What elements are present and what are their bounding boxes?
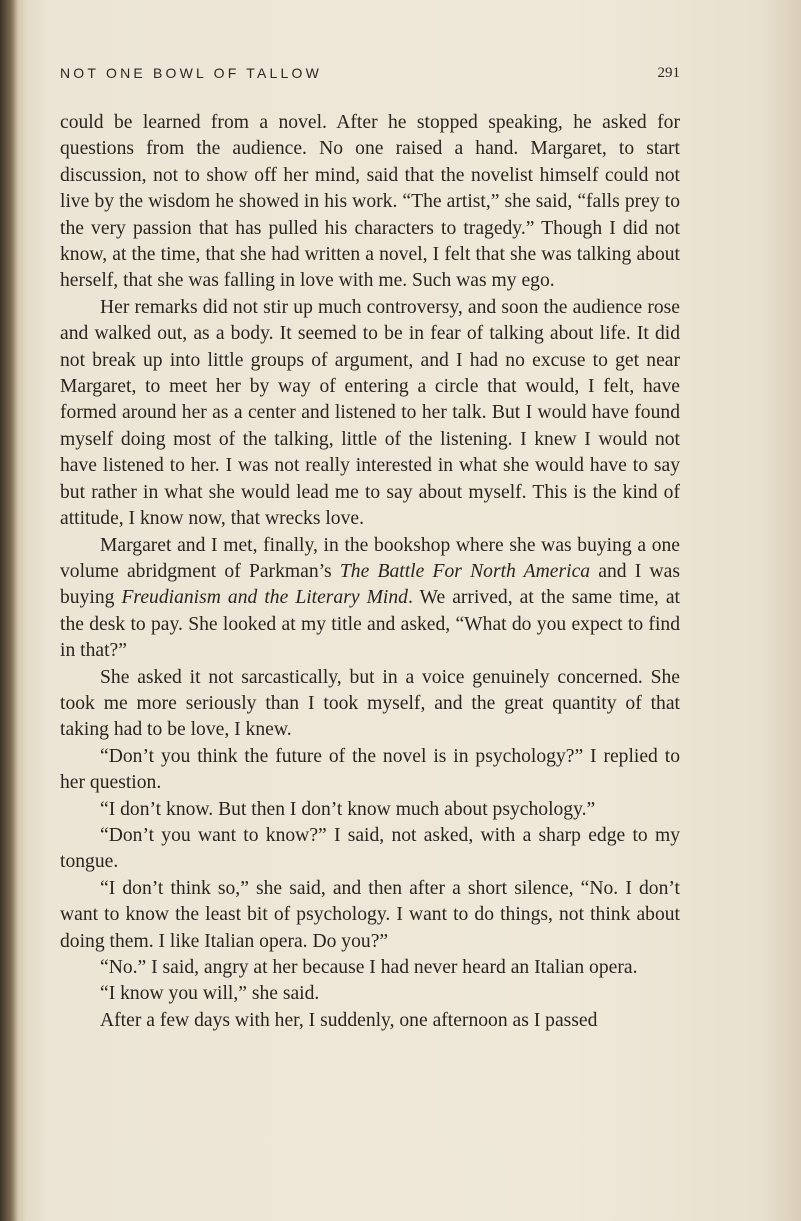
paragraph (60, 797, 680, 823)
body-text (60, 110, 680, 1034)
paragraph (60, 955, 680, 981)
paragraph (60, 1008, 680, 1034)
page-number: 291 (657, 65, 680, 81)
paragraph-text: “Don’t you want to know?” I said, not asked, with a sharp edge to my tongue. (60, 824, 680, 873)
paragraph-text: “No.” I said, angry at her because I had never heard an Italian opera. (100, 957, 638, 978)
paragraph (60, 533, 680, 665)
paragraph-text: After a few days with her, I suddenly, one afternoon as I passed (100, 1009, 598, 1031)
paragraph-text: “I don’t think so,” she said, and then after a short silence, “No. I don’t want to know the least bit of psychology. I want to do things, not think about doing them. I like Italian opera. Do you?” (60, 877, 680, 952)
paragraph-text: and I was buying (60, 560, 680, 609)
book-title-italic: The Battle For North America (339, 560, 591, 582)
page-header (60, 63, 680, 87)
paragraph (60, 110, 680, 295)
paragraph-text: could be learned from a novel. After he stopped speaking, he asked for questions from the audience. No one raised a hand. Margaret, to start discussion, not to show off her mind, said that the novelist himself could not live by the wisdom he showed in his work. “The artist,” she said, “falls prey to the very passion that has pulled his characters to tragedy.” Though I did not know, at the time, that she had written a novel, I felt that she was talking about herself, that she was falling in love with me. Such was my ego. (60, 112, 680, 292)
paragraph-text: “I know you will,” she said. (100, 983, 320, 1005)
paragraph-text: Margaret and I met, finally, in the bookshop where she was buying a one volume abridgment of Parkman’s (60, 534, 680, 582)
paragraph-text: Her remarks did not stir up much controversy, and soon the audience rose and walked out, as a body. It seemed to be in fear of talking about life. It did not break up into little groups of argument, and I had no excuse to get near Margaret, to meet her by way of entering a circle that would, I felt, have formed around her as a center and listened to her talk. But I would have found myself doing most of the talking, little of the listening. I knew I would not have listened to her. I was not really interested in what she would have to say but rather in what she would lead me to say about myself. This is the kind of attitude, I know now, that wrecks love. (60, 296, 680, 530)
paragraph (60, 744, 680, 797)
page-gutter-shadow (0, 0, 18, 1221)
book-title-italic: Freudianism and the Literary Mind (121, 587, 408, 609)
paragraph (60, 981, 680, 1007)
paragraph-text: “I don’t know. But then I don’t know much about psychology.” (100, 798, 596, 820)
paragraph-text: . We arrived, at the same time, at the desk to pay. She looked at my title and asked, “What do you expect to find in that?” (60, 587, 680, 662)
paragraph-text: “Don’t you think the future of the novel is in psychology?” I replied to her question. (60, 745, 680, 794)
paragraph (60, 665, 680, 744)
paragraph (60, 295, 680, 533)
running-title: NOT ONE BOWL OF TALLOW (60, 65, 323, 81)
paragraph (60, 876, 680, 955)
paragraph (60, 823, 680, 876)
paragraph-text: She asked it not sarcastically, but in a voice genuinely concerned. She took me more seriously than I took myself, and the great quantity of that taking had to be love, I knew. (60, 666, 680, 741)
